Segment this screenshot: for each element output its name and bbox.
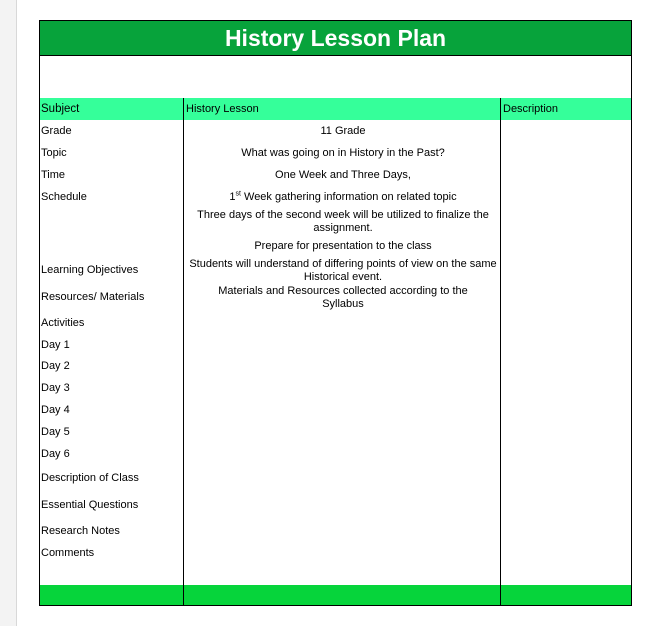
value-time: One Week and Three Days, <box>275 169 411 181</box>
header-history-lesson: History Lesson <box>186 103 259 115</box>
label-time: Time <box>41 169 66 181</box>
page-title: History Lesson Plan <box>40 21 631 56</box>
label-day-3: Day 3 <box>41 382 70 394</box>
label-day-4: Day 4 <box>41 404 70 416</box>
label-day-2: Day 2 <box>41 360 70 372</box>
label-learning-objectives: Learning Objectives <box>41 264 139 276</box>
value-grade: 11 Grade <box>320 125 366 137</box>
label-description-of-class: Description of Class <box>41 472 139 484</box>
label-essential-questions: Essential Questions <box>41 499 139 511</box>
label-day-5: Day 5 <box>41 426 70 438</box>
schedule-week-1-text: Week gathering information on related topic <box>240 191 457 203</box>
label-day-1: Day 1 <box>41 339 70 351</box>
label-activities: Activities <box>41 317 85 329</box>
lesson-plan-table <box>39 20 632 606</box>
table-footer-bar <box>40 585 631 605</box>
label-resources-materials: Resources/ Materials <box>41 291 145 303</box>
column-divider-1 <box>183 98 184 605</box>
label-grade: Grade <box>41 125 72 137</box>
value-schedule-week-2: Three days of the second week will be utilized to finalize the assignment. <box>197 209 489 234</box>
value-learning-objectives: Students will understand of differing points of view on the same Historical event. <box>189 258 497 283</box>
header-subject: Subject <box>41 103 80 115</box>
value-resources: Materials and Resources collected according to the Syllabus <box>218 285 468 310</box>
value-topic: What was going on in History in the Past? <box>241 147 445 159</box>
label-schedule: Schedule <box>41 191 87 203</box>
value-schedule-week-1 <box>185 191 501 204</box>
label-topic: Topic <box>41 147 67 159</box>
label-day-6: Day 6 <box>41 448 70 460</box>
header-description: Description <box>503 103 559 115</box>
label-research-notes: Research Notes <box>41 525 120 537</box>
schedule-ordinal-suffix: st <box>235 190 241 198</box>
value-schedule-presentation: Prepare for presentation to the class <box>254 240 432 252</box>
schedule-week-number: 1 <box>229 191 236 203</box>
label-comments: Comments <box>41 547 95 559</box>
